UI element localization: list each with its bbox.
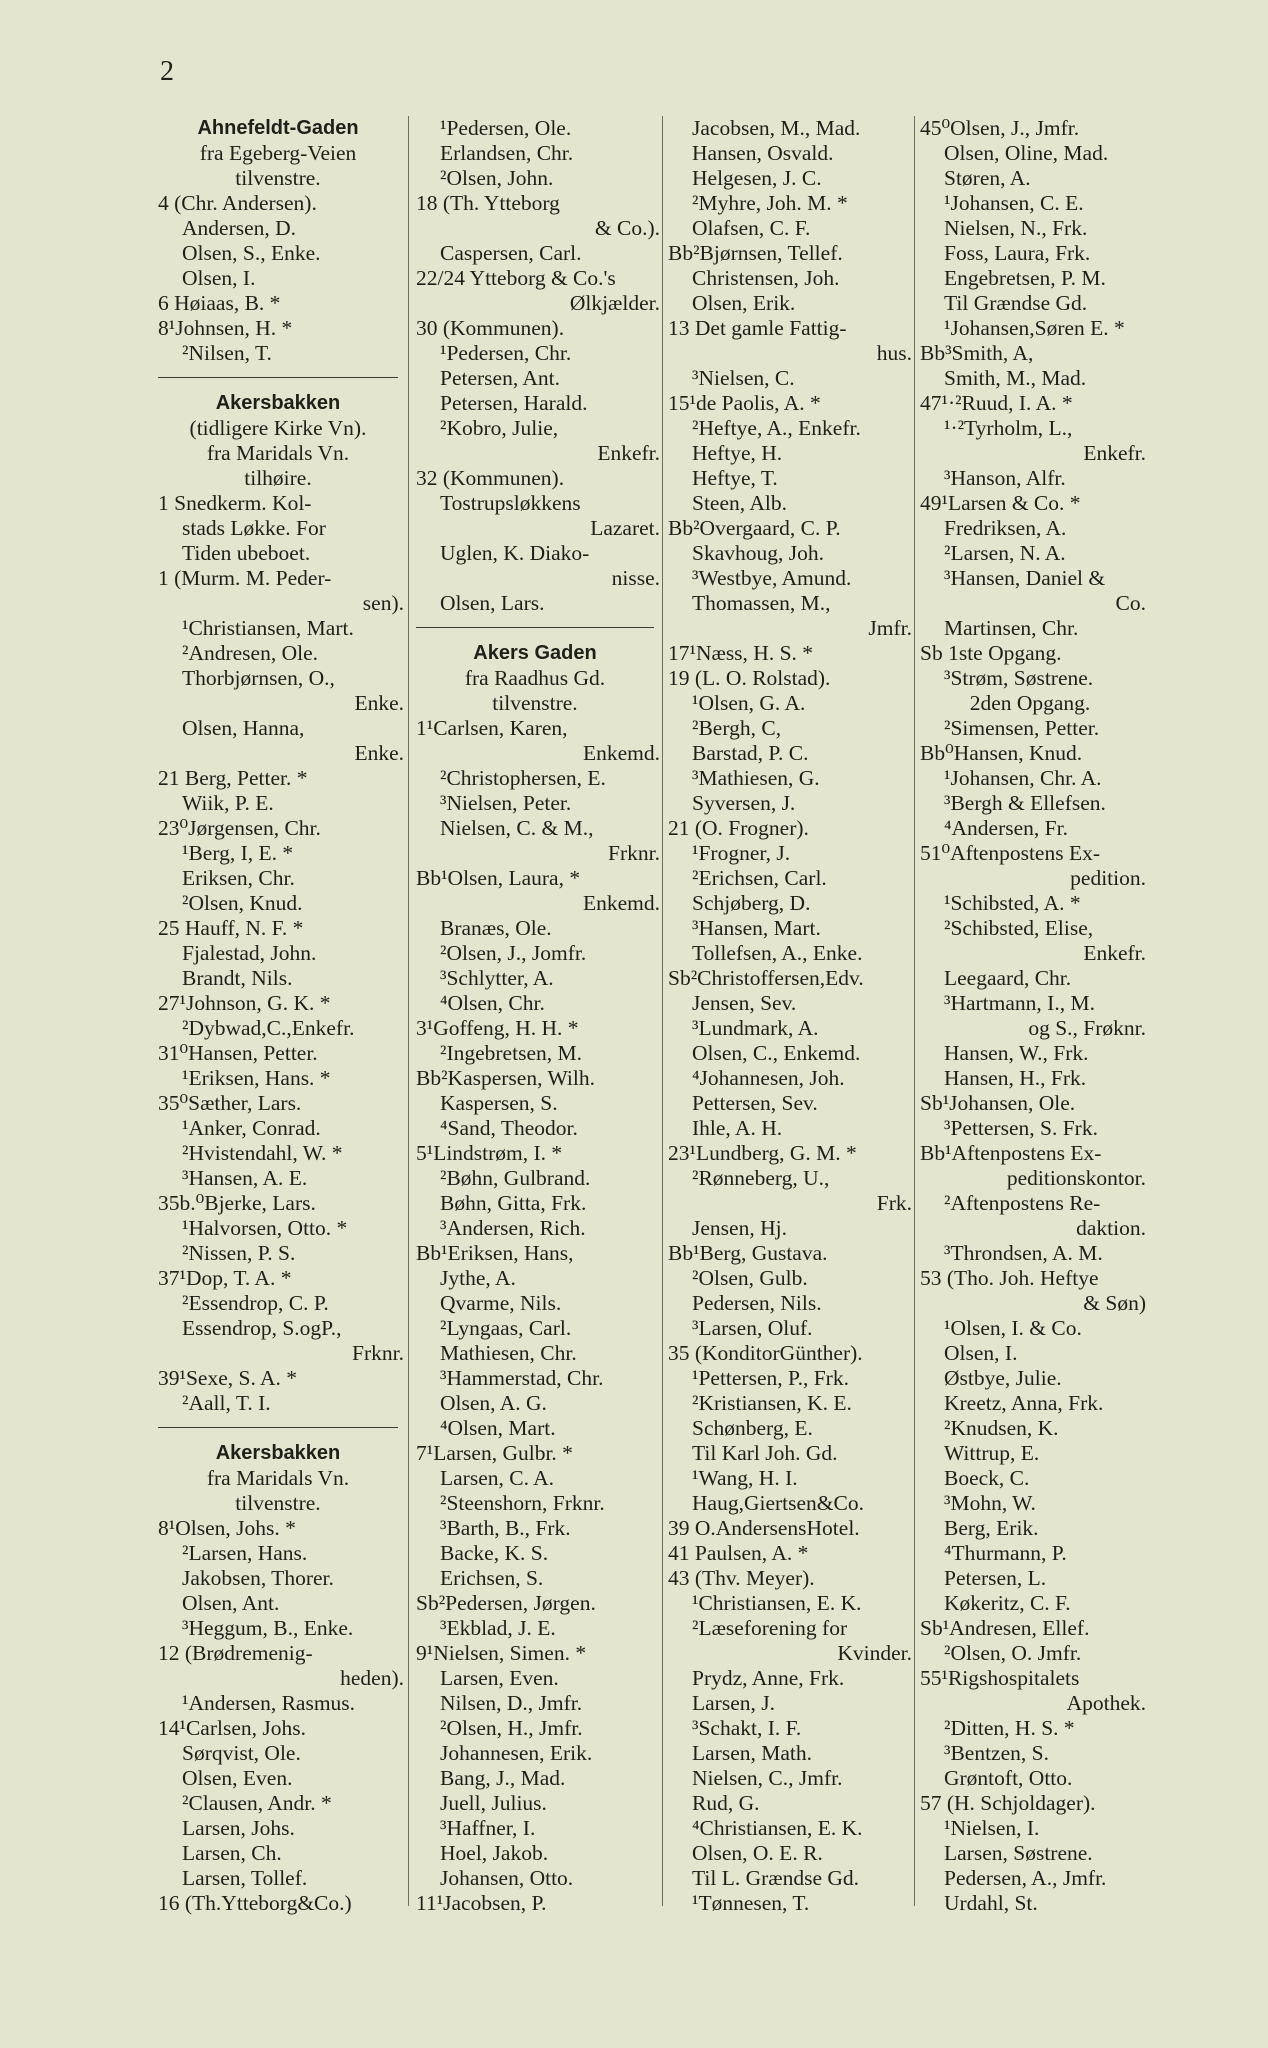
street-heading: Akersbakken <box>215 392 341 414</box>
directory-line: & Co.). <box>594 216 660 240</box>
directory-line: Tollefsen, A., Enke. <box>692 941 863 965</box>
directory-line: 35 (KonditorGünther). <box>668 1341 863 1365</box>
directory-line: Haug,Giertsen&Co. <box>692 1491 864 1515</box>
directory-line: ³Barth, B., Frk. <box>440 1516 571 1540</box>
directory-line: Sb²Pedersen, Jørgen. <box>416 1591 596 1615</box>
directory-line: Enke. <box>354 691 404 715</box>
directory-line: Wittrup, E. <box>944 1441 1040 1465</box>
directory-line: ²Essendrop, C. P. <box>182 1291 329 1315</box>
directory-line: ³Lundmark, A. <box>692 1016 819 1040</box>
directory-line: Uglen, K. Diako- <box>440 541 590 565</box>
directory-line: Foss, Laura, Frk. <box>944 241 1091 265</box>
directory-line: ³Schlytter, A. <box>440 966 554 990</box>
directory-line: ²Larsen, N. A. <box>944 541 1066 565</box>
directory-line: ³Andersen, Rich. <box>440 1216 586 1240</box>
directory-line: ³Larsen, Oluf. <box>692 1316 813 1340</box>
directory-line: Bb¹Eriksen, Hans, <box>416 1241 574 1265</box>
directory-line: Petersen, L. <box>944 1566 1047 1590</box>
directory-line: Johansen, Otto. <box>440 1866 574 1890</box>
directory-line: Tiden ubeboet. <box>182 541 311 565</box>
directory-line: 30 (Kommunen). <box>416 316 565 340</box>
directory-line: 1¹Carlsen, Karen, <box>416 716 568 740</box>
directory-line: Petersen, Ant. <box>440 366 561 390</box>
directory-line: Bb⁰Hansen, Knud. <box>920 741 1083 765</box>
directory-line: ²Olsen, J., Jomfr. <box>440 941 587 965</box>
directory-line: Thomassen, M., <box>692 591 831 615</box>
directory-line: Enkefr. <box>597 441 660 465</box>
column-divider <box>408 116 409 1906</box>
directory-line: Til Karl Joh. Gd. <box>692 1441 838 1465</box>
directory-line: ³Bergh & Ellefsen. <box>944 791 1106 815</box>
directory-line: Nielsen, C., Jmfr. <box>692 1766 843 1790</box>
directory-line: ¹·²Tyrholm, L., <box>944 416 1073 440</box>
directory-line: Sb¹Johansen, Ole. <box>920 1091 1076 1115</box>
directory-line: ¹Christiansen, Mart. <box>182 616 354 640</box>
directory-line: ¹Johansen, C. E. <box>944 191 1084 215</box>
directory-line: Olsen, A. G. <box>440 1391 547 1415</box>
directory-line: Bb¹Berg, Gustava. <box>668 1241 828 1265</box>
directory-line: ³Mathiesen, G. <box>692 766 820 790</box>
directory-line: Erichsen, S. <box>440 1566 544 1590</box>
directory-line: 43 (Thv. Meyer). <box>668 1566 815 1590</box>
directory-line: ²Nilsen, T. <box>182 341 272 365</box>
directory-line: ¹Christiansen, E. K. <box>692 1591 862 1615</box>
directory-line: ³Schakt, I. F. <box>692 1716 802 1740</box>
directory-line: Petersen, Harald. <box>440 391 588 415</box>
directory-line: Bb¹Olsen, Laura, * <box>416 866 581 890</box>
directory-line: Olsen, Ant. <box>182 1591 280 1615</box>
directory-line: Enkemd. <box>582 891 660 915</box>
directory-line: Bb²Kaspersen, Wilh. <box>416 1066 595 1090</box>
directory-line: Schønberg, E. <box>692 1416 813 1440</box>
directory-line: ²Olsen, John. <box>440 166 554 190</box>
directory-line: ²Olsen, O. Jmfr. <box>944 1641 1082 1665</box>
directory-line: Østbye, Julie. <box>944 1366 1062 1390</box>
directory-line: ²Bergh, C, <box>692 716 782 740</box>
directory-line: Martinsen, Chr. <box>944 616 1079 640</box>
directory-line: ²Olsen, Knud. <box>182 891 303 915</box>
directory-line: peditionskontor. <box>1006 1166 1146 1190</box>
directory-line: ¹Pedersen, Chr. <box>440 341 572 365</box>
directory-line: Larsen, Math. <box>692 1741 813 1765</box>
directory-line: Caspersen, Carl. <box>440 241 582 265</box>
directory-line: 4 (Chr. Andersen). <box>158 191 317 215</box>
directory-line: 3¹Goffeng, H. H. * <box>416 1016 579 1040</box>
directory-line: ³Hansen, A. E. <box>182 1166 308 1190</box>
directory-line: Juell, Julius. <box>440 1791 547 1815</box>
page-number: 2 <box>160 56 174 87</box>
directory-line: Boeck, C. <box>944 1466 1030 1490</box>
directory-line: Larsen, Ch. <box>182 1841 282 1865</box>
directory-line: 35⁰Sæther, Lars. <box>158 1091 302 1115</box>
directory-line: Olsen, O. E. R. <box>692 1841 823 1865</box>
directory-line: ²Ditten, H. S. * <box>944 1716 1075 1740</box>
directory-line: 23¹Lundberg, G. M. * <box>668 1141 857 1165</box>
directory-line: Eriksen, Chr. <box>182 866 295 890</box>
directory-line: Wiik, P. E. <box>182 791 274 815</box>
directory-line: tilvenstre. <box>492 691 578 715</box>
directory-line: ⁴Thurmann, P. <box>944 1541 1067 1565</box>
directory-line: 9¹Nielsen, Simen. * <box>416 1641 587 1665</box>
directory-line: Olsen, Even. <box>182 1766 293 1790</box>
directory-line: fra Maridals Vn. <box>206 441 350 465</box>
directory-line: Berg, Erik. <box>944 1516 1039 1540</box>
directory-line: ³Bentzen, S. <box>944 1741 1049 1765</box>
directory-line: Bøhn, Gitta, Frk. <box>440 1191 587 1215</box>
directory-line: ³Nielsen, C. <box>692 366 795 390</box>
directory-line: ⁴Christiansen, E. K. <box>692 1816 863 1840</box>
directory-line: Jensen, Hj. <box>692 1216 787 1240</box>
directory-line: 16 (Th.Ytteborg&Co.) <box>158 1891 352 1915</box>
directory-line: 35b.⁰Bjerke, Lars. <box>158 1191 316 1215</box>
directory-line: ¹Schibsted, A. * <box>944 891 1081 915</box>
directory-line: Jakobsen, Thorer. <box>182 1566 334 1590</box>
directory-line: ²Ingebretsen, M. <box>440 1041 582 1065</box>
directory-line: ¹Pettersen, P., Frk. <box>692 1366 849 1390</box>
directory-line: Heftye, T. <box>692 466 778 490</box>
directory-line: tilvenstre. <box>235 1491 321 1515</box>
street-heading: Ahnefeldt-Gaden <box>197 117 359 139</box>
directory-line: ²Aall, T. I. <box>182 1391 271 1415</box>
directory-line: 12 (Brødremenig- <box>158 1641 313 1665</box>
directory-line: ¹Eriksen, Hans. * <box>182 1066 331 1090</box>
directory-line: 39¹Sexe, S. A. * <box>158 1366 298 1390</box>
directory-line: 14¹Carlsen, Johs. <box>158 1716 306 1740</box>
directory-line: Til L. Grændse Gd. <box>692 1866 860 1890</box>
directory-line: Apothek. <box>1066 1691 1146 1715</box>
directory-line: (tidligere Kirke Vn). <box>189 416 367 440</box>
directory-line: ³Ekblad, J. E. <box>440 1616 556 1640</box>
directory-line: ²Nissen, P. S. <box>182 1241 296 1265</box>
directory-line: ²Læseforening for <box>692 1616 848 1640</box>
directory-line: Til Grændse Gd. <box>944 291 1088 315</box>
directory-line: 21 Berg, Petter. * <box>158 766 308 790</box>
directory-line: Hoel, Jakob. <box>440 1841 549 1865</box>
directory-line: Larsen, C. A. <box>440 1466 555 1490</box>
directory-line: Pedersen, A., Jmfr. <box>944 1866 1107 1890</box>
directory-line: Olsen, Oline, Mad. <box>944 141 1109 165</box>
directory-line: ²Knudsen, K. <box>944 1416 1059 1440</box>
directory-line: ¹Anker, Conrad. <box>182 1116 321 1140</box>
directory-line: ⁴Johannesen, Joh. <box>692 1066 845 1090</box>
directory-line: Erlandsen, Chr. <box>440 141 574 165</box>
directory-line: ¹Olsen, G. A. <box>692 691 806 715</box>
directory-line: heden). <box>340 1666 404 1690</box>
directory-line: Ølkjælder. <box>569 291 660 315</box>
directory-line: ²Erichsen, Carl. <box>692 866 827 890</box>
directory-line: Jythe, A. <box>440 1266 516 1290</box>
directory-line: Bb¹Aftenpostens Ex- <box>920 1141 1102 1165</box>
directory-line: ³Hammerstad, Chr. <box>440 1366 604 1390</box>
directory-line: Enkemd. <box>582 741 660 765</box>
directory-line: 53 (Tho. Joh. Heftye <box>920 1266 1099 1290</box>
directory-line: Grøntoft, Otto. <box>944 1766 1073 1790</box>
directory-line: Essendrop, S.ogP., <box>182 1316 342 1340</box>
directory-line: fra Maridals Vn. <box>206 1466 350 1490</box>
directory-line: 17¹Næss, H. S. * <box>668 641 814 665</box>
directory-line: fra Raadhus Gd. <box>464 666 606 690</box>
directory-line: Barstad, P. C. <box>692 741 809 765</box>
directory-line: ¹Tønnesen, T. <box>692 1891 810 1915</box>
directory-line: Sb 1ste Opgang. <box>920 641 1062 665</box>
column-4 <box>914 116 1146 1916</box>
directory-line: Olsen, I. <box>182 266 256 290</box>
directory-line: 25 Hauff, N. F. * <box>158 916 304 940</box>
directory-line: ³Pettersen, S. Frk. <box>944 1116 1098 1140</box>
directory-line: Larsen, Even. <box>440 1666 559 1690</box>
directory-line: Olsen, Hanna, <box>182 716 305 740</box>
directory-line: 5¹Lindstrøm, I. * <box>416 1141 563 1165</box>
directory-line: Jacobsen, M., Mad. <box>692 116 861 140</box>
directory-line: ¹Olsen, I. & Co. <box>944 1316 1082 1340</box>
section-rule <box>410 616 660 641</box>
directory-line: Hansen, Osvald. <box>692 141 834 165</box>
directory-line: Nielsen, N., Frk. <box>944 216 1088 240</box>
directory-line: ²Simensen, Petter. <box>944 716 1100 740</box>
directory-line: 55¹Rigshospitalets <box>920 1666 1080 1690</box>
directory-line: ³Westbye, Amund. <box>692 566 852 590</box>
directory-line: Larsen, Tollef. <box>182 1866 308 1890</box>
directory-line: ¹Nielsen, I. <box>944 1816 1040 1840</box>
directory-line: 6 Høiaas, B. * <box>158 291 281 315</box>
directory-line: Fjalestad, John. <box>182 941 317 965</box>
directory-line: 57 (H. Schjoldager). <box>920 1791 1096 1815</box>
directory-line: ³Mohn, W. <box>944 1491 1036 1515</box>
directory-line: 39 O.AndersensHotel. <box>668 1516 860 1540</box>
directory-line: Schjøberg, D. <box>692 891 811 915</box>
directory-line: Hansen, H., Frk. <box>944 1066 1087 1090</box>
directory-line: Smith, M., Mad. <box>944 366 1087 390</box>
directory-line: Mathiesen, Chr. <box>440 1341 577 1365</box>
directory-line: Bb²Bjørnsen, Tellef. <box>668 241 843 265</box>
directory-line: ²Heftye, A., Enkefr. <box>692 416 861 440</box>
directory-line: Pettersen, Sev. <box>692 1091 818 1115</box>
directory-line: ²Aftenpostens Re- <box>944 1191 1101 1215</box>
directory-line: & Søn) <box>1083 1291 1146 1315</box>
directory-line: ²Kobro, Julie, <box>440 416 559 440</box>
directory-line: ¹Berg, I, E. * <box>182 841 294 865</box>
directory-line: ³Hansen, Mart. <box>692 916 821 940</box>
directory-line: Bang, J., Mad. <box>440 1766 566 1790</box>
directory-line: ²Hvistendahl, W. * <box>182 1141 343 1165</box>
directory-line: ³Hansen, Daniel & <box>944 566 1106 590</box>
directory-line: Syversen, J. <box>692 791 796 815</box>
directory-line: ³Nielsen, Peter. <box>440 791 572 815</box>
directory-line: ¹Wang, H. I. <box>692 1466 798 1490</box>
directory-line: Enke. <box>354 741 404 765</box>
directory-line: 23⁰Jørgensen, Chr. <box>158 816 321 840</box>
directory-line: Nielsen, C. & M., <box>440 816 594 840</box>
directory-line: 37¹Dop, T. A. * <box>158 1266 292 1290</box>
directory-line: 7¹Larsen, Gulbr. * <box>416 1441 573 1465</box>
directory-line: Hansen, W., Frk. <box>944 1041 1089 1065</box>
directory-line: Olsen, Lars. <box>440 591 545 615</box>
directory-line: 45⁰Olsen, J., Jmfr. <box>920 116 1080 140</box>
directory-line: Olsen, S., Enke. <box>182 241 321 265</box>
directory-line: Leegaard, Chr. <box>944 966 1072 990</box>
directory-line: Bb²Overgaard, C. P. <box>668 516 841 540</box>
directory-line: 31⁰Hansen, Petter. <box>158 1041 318 1065</box>
directory-line: ⁴Andersen, Fr. <box>944 816 1068 840</box>
directory-line: Pedersen, Nils. <box>692 1291 822 1315</box>
directory-line: ²Olsen, H., Jmfr. <box>440 1716 583 1740</box>
directory-line: ⁴Olsen, Mart. <box>440 1416 556 1440</box>
directory-line: og S., Frøknr. <box>1028 1016 1146 1040</box>
directory-line: ²Schibsted, Elise, <box>944 916 1094 940</box>
directory-line: 41 Paulsen, A. * <box>668 1541 809 1565</box>
directory-line: Kaspersen, S. <box>440 1091 558 1115</box>
directory-line: ²Andresen, Ole. <box>182 641 319 665</box>
directory-line: ³Haffner, I. <box>440 1816 536 1840</box>
directory-line: Frk. <box>876 1191 912 1215</box>
directory-line: Enkefr. <box>1083 941 1146 965</box>
directory-line: ³Strøm, Søstrene. <box>944 666 1094 690</box>
directory-line: tilvenstre. <box>235 166 321 190</box>
directory-line: Brandt, Nils. <box>182 966 293 990</box>
directory-line: ²Bøhn, Gulbrand. <box>440 1166 591 1190</box>
directory-line: Prydz, Anne, Frk. <box>692 1666 845 1690</box>
directory-line: Sb²Christoffersen,Edv. <box>668 966 864 990</box>
directory-line: Larsen, Søstrene. <box>944 1841 1093 1865</box>
directory-line: 1 Snedkerm. Kol- <box>158 491 312 515</box>
directory-line: Enkefr. <box>1083 441 1146 465</box>
directory-line: Køkeritz, C. F. <box>944 1591 1071 1615</box>
directory-line: Frknr. <box>352 1341 404 1365</box>
directory-line: ¹Frogner, J. <box>692 841 791 865</box>
directory-line: Steen, Alb. <box>692 491 787 515</box>
directory-line: ²Rønneberg, U., <box>692 1166 830 1190</box>
directory-line: Sb¹Andresen, Ellef. <box>920 1616 1090 1640</box>
directory-line: ²Dybwad,C.,Enkefr. <box>182 1016 355 1040</box>
directory-line: 1 (Murm. M. Peder- <box>158 566 332 590</box>
directory-line: ⁴Sand, Theodor. <box>440 1116 578 1140</box>
directory-line: 49¹Larsen & Co. * <box>920 491 1081 515</box>
directory-line: Urdahl, St. <box>944 1891 1038 1915</box>
section-rule <box>152 366 404 391</box>
directory-line: Kvinder. <box>837 1641 912 1665</box>
directory-line: Engebretsen, P. M. <box>944 266 1106 290</box>
directory-line: Co. <box>1115 591 1146 615</box>
directory-line: hus. <box>876 341 912 365</box>
directory-line: Jensen, Sev. <box>692 991 797 1015</box>
directory-line: 19 (L. O. Rolstad). <box>668 666 831 690</box>
directory-line: Olafsen, C. F. <box>692 216 811 240</box>
directory-line: Andersen, D. <box>182 216 297 240</box>
directory-line: Helgesen, J. C. <box>692 166 822 190</box>
directory-line: Backe, K. S. <box>440 1541 549 1565</box>
directory-line: stads Løkke. For <box>182 516 326 540</box>
directory-line: Johannesen, Erik. <box>440 1741 593 1765</box>
directory-line: Kreetz, Anna, Frk. <box>944 1391 1104 1415</box>
directory-line: Frknr. <box>608 841 660 865</box>
directory-line: ¹Halvorsen, Otto. * <box>182 1216 348 1240</box>
directory-line: Fredriksen, A. <box>944 516 1067 540</box>
directory-line: ²Christophersen, E. <box>440 766 606 790</box>
directory-line: Olsen, C., Enkemd. <box>692 1041 861 1065</box>
directory-line: Thorbjørnsen, O., <box>182 666 335 690</box>
directory-line: Nilsen, D., Jmfr. <box>440 1691 583 1715</box>
column-3 <box>662 116 912 1916</box>
directory-line: Sørqvist, Ole. <box>182 1741 301 1765</box>
directory-line: 32 (Kommunen). <box>416 466 565 490</box>
directory-line: ²Larsen, Hans. <box>182 1541 308 1565</box>
directory-line: sen). <box>362 591 404 615</box>
directory-line: nisse. <box>611 566 660 590</box>
directory-line: 21 (O. Frogner). <box>668 816 809 840</box>
directory-line: 13 Det gamle Fattig- <box>668 316 847 340</box>
directory-line: ²Olsen, Gulb. <box>692 1266 808 1290</box>
directory-line: Christensen, Joh. <box>692 266 840 290</box>
directory-line: 47¹·²Ruud, I. A. * <box>920 391 1073 415</box>
directory-line: tilhøire. <box>244 466 312 490</box>
directory-line: ²Lyngaas, Carl. <box>440 1316 572 1340</box>
directory-line: ⁴Olsen, Chr. <box>440 991 545 1015</box>
directory-line: 2den Opgang. <box>969 691 1091 715</box>
directory-line: ³Heggum, B., Enke. <box>182 1616 354 1640</box>
directory-line: ²Kristiansen, K. E. <box>692 1391 852 1415</box>
directory-line: ²Clausen, Andr. * <box>182 1791 332 1815</box>
street-heading: Akersbakken <box>215 1442 341 1464</box>
directory-line: Ihle, A. H. <box>692 1116 783 1140</box>
street-heading: Akers Gaden <box>473 642 597 664</box>
directory-line: ¹Johansen,Søren E. * <box>944 316 1125 340</box>
directory-line: Larsen, Johs. <box>182 1816 295 1840</box>
directory-line: ³Hanson, Alfr. <box>944 466 1066 490</box>
directory-line: ³Throndsen, A. M. <box>944 1241 1103 1265</box>
directory-line: 27¹Johnson, G. K. * <box>158 991 331 1015</box>
directory-line: fra Egeberg-Veien <box>199 141 357 165</box>
directory-line: ²Myhre, Joh. M. * <box>692 191 848 215</box>
directory-line: Skavhoug, Joh. <box>692 541 824 565</box>
directory-line: pedition. <box>1070 866 1146 890</box>
directory-line: Jmfr. <box>868 616 912 640</box>
directory-line: 18 (Th. Ytteborg <box>416 191 560 215</box>
directory-line: 51⁰Aftenpostens Ex- <box>920 841 1100 865</box>
directory-line: Lazaret. <box>590 516 660 540</box>
directory-line: 11¹Jacobsen, P. <box>416 1891 547 1915</box>
section-rule <box>152 1416 404 1441</box>
directory-line: Larsen, J. <box>692 1691 775 1715</box>
directory-line: Olsen, I. <box>944 1341 1018 1365</box>
directory-line: 8¹Olsen, Johs. * <box>158 1516 296 1540</box>
directory-line: Heftye, H. <box>692 441 783 465</box>
column-1 <box>152 116 404 1916</box>
directory-line: ³Hartmann, I., M. <box>944 991 1095 1015</box>
directory-line: Qvarme, Nils. <box>440 1291 562 1315</box>
directory-line: Rud, G. <box>692 1791 760 1815</box>
directory-line: daktion. <box>1076 1216 1146 1240</box>
directory-line: ¹Johansen, Chr. A. <box>944 766 1102 790</box>
directory-line: Branæs, Ole. <box>440 916 552 940</box>
directory-line: Støren, A. <box>944 166 1031 190</box>
directory-line: ¹Pedersen, Ole. <box>440 116 572 140</box>
directory-line: Tostrupsløkkens <box>440 491 581 515</box>
directory-line: 8¹Johnsen, H. * <box>158 316 293 340</box>
directory-line: 15¹de Paolis, A. * <box>668 391 821 415</box>
column-2 <box>410 116 660 1916</box>
directory-line: Bb³Smith, A, <box>920 341 1034 365</box>
directory-line: 22/24 Ytteborg & Co.'s <box>416 266 616 290</box>
directory-line: ²Steenshorn, Frknr. <box>440 1491 605 1515</box>
directory-line: Olsen, Erik. <box>692 291 796 315</box>
directory-line: ¹Andersen, Rasmus. <box>182 1691 356 1715</box>
